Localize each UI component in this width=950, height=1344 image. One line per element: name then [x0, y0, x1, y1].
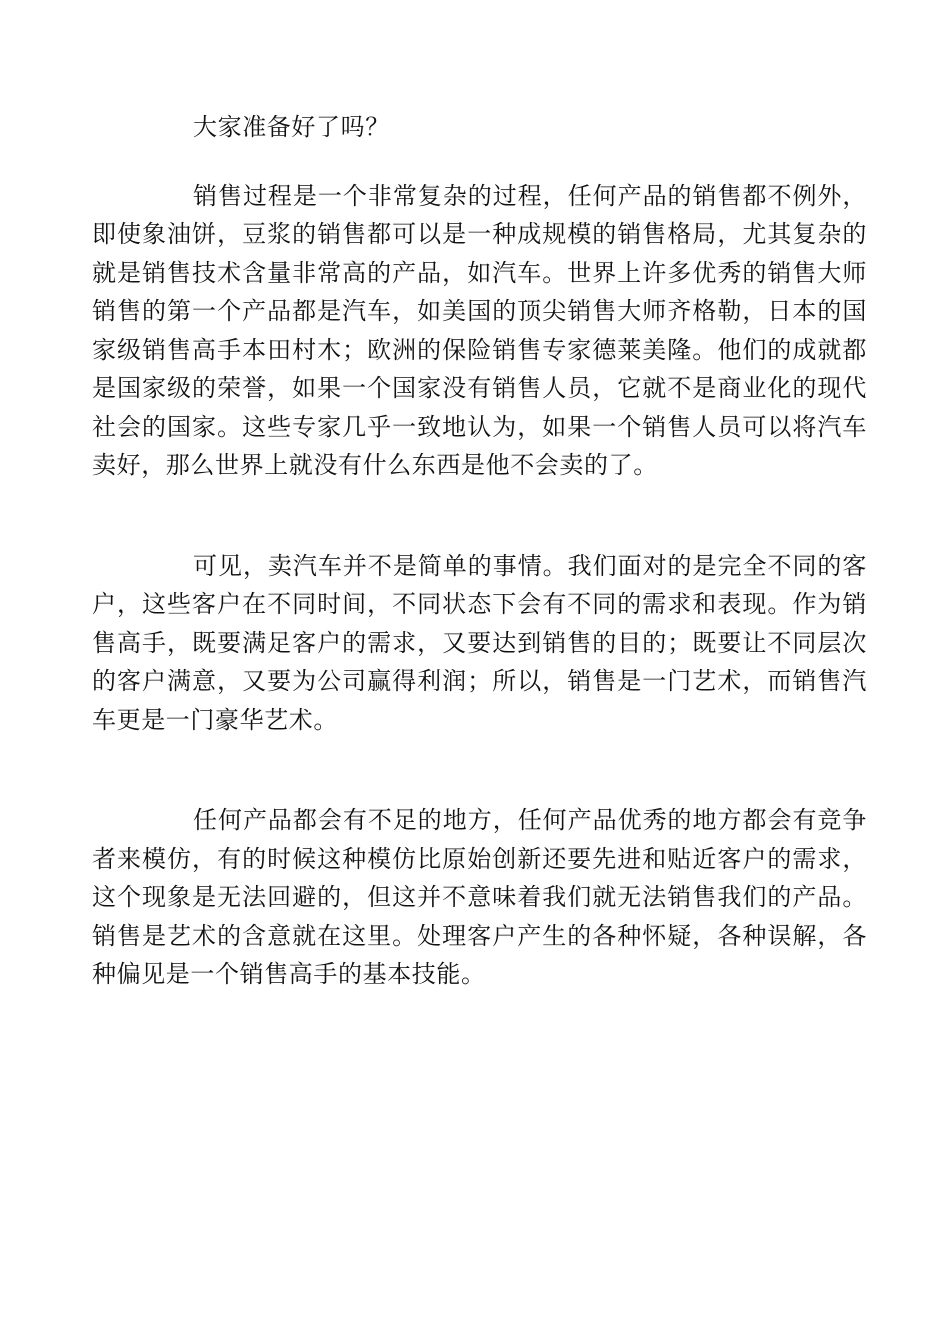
body-paragraph-car-sales-art: 可见，卖汽车并不是简单的事情。我们面对的是完全不同的客户，这些客户在不同时间，不同状态下会有不同的需求和表现。作为销售高手，既要满足客户的需求，又要达到销售的目的；既要让不同层次的客户满意，又要为公司赢得利润；所以，销售是一门艺术，而销售汽车更是一门豪华艺术。: [92, 551, 867, 734]
document-page: [92, 108, 867, 994]
intro-paragraph: 大家准备好了吗？: [193, 113, 390, 141]
body-paragraph-handling-objections: 任何产品都会有不足的地方，任何产品优秀的地方都会有竞争者来模仿，有的时候这种模仿比原始创新还要先进和贴近客户的需求，这个现象是无法回避的，但这并不意味着我们就无法销售我们的产品。销售是艺术的含意就在这里。处理客户产生的各种怀疑，各种误解，各种偏见是一个销售高手的基本技能。: [92, 806, 867, 988]
body-paragraph-sales-process: 销售过程是一个非常复杂的过程，任何产品的销售都不例外，即使象油饼，豆浆的销售都可以是一种成规模的销售格局，尤其复杂的就是销售技术含量非常高的产品，如汽车。世界上许多优秀的销售大师销售的第一个产品都是汽车，如美国的顶尖销售大师齐格勒，日本的国家级销售高手本田村木；欧洲的保险销售专家德莱美隆。他们的成就都是国家级的荣誉，如果一个国家没有销售人员，它就不是商业化的现代社会的国家。这些专家几乎一致地认为，如果一个销售人员可以将汽车卖好，那么世界上就没有什么东西是他不会卖的了。: [92, 181, 867, 479]
